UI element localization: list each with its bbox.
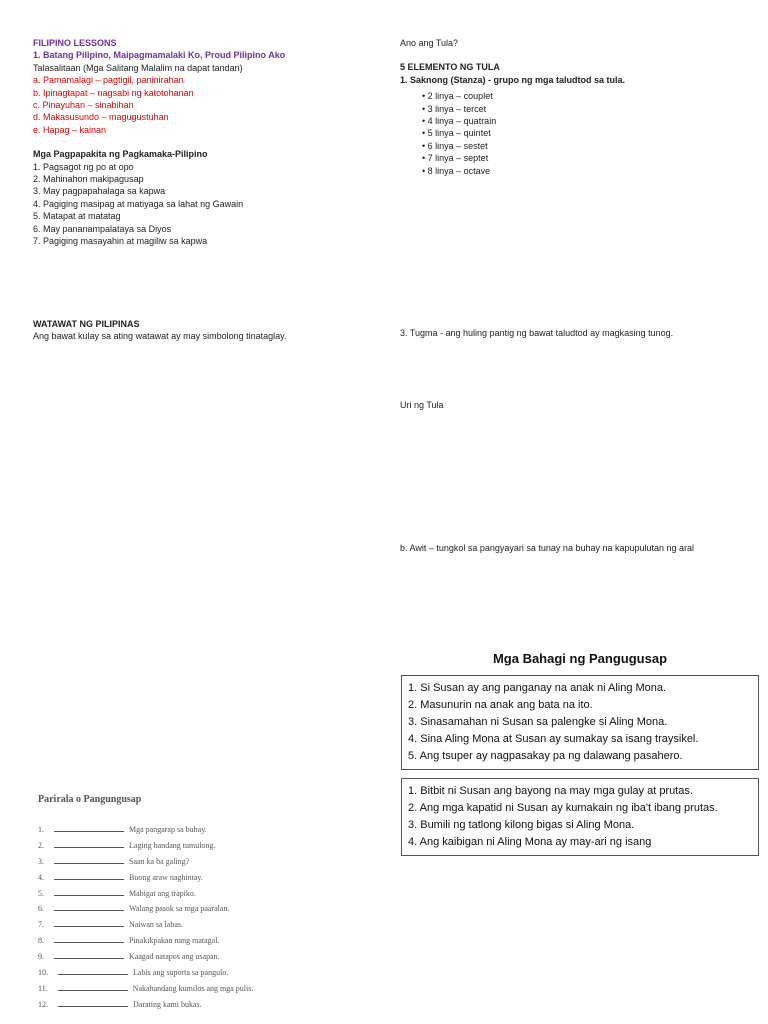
card-item: 4. Ang kaibigan ni Aling Mona ay may-ari ng isang (408, 836, 652, 848)
heading: Mga Pagpapakita ng Pagkamaka-Pilipino (33, 149, 208, 160)
item-number: 6. (38, 904, 44, 914)
card-item: 1. Bitbit ni Susan ang bayong na may mga gulay at prutas. (408, 785, 693, 797)
answer-blank[interactable] (54, 910, 124, 911)
item-text: Labis ang suporta sa pangulo. (133, 968, 229, 978)
line: 2. Mahinahon makipagusap (33, 174, 144, 185)
bullet-item: • 7 linya – septet (422, 153, 489, 164)
item-number: 8. (38, 936, 44, 946)
line: Talasalitaan (Mga Salitang Malalim na dapat tandan) (33, 62, 243, 73)
item-number: 1. (38, 824, 44, 834)
worksheet-row (38, 886, 368, 902)
line: 7. Pagiging masayahin at magiliw sa kapwa (33, 236, 208, 247)
section-b (401, 778, 759, 856)
line: e. Hapag – kainan (33, 124, 107, 135)
lesson-title: 1. Batang Pilipino, Maipagmamalaki Ko, Proud Pilipino Ako (33, 50, 286, 61)
card-item: 3. Bumili ng tatlong kilong bigas si Aling Mona. (408, 819, 635, 831)
worksheet-row (38, 838, 368, 854)
card-item: 5. Ang tsuper ay nagpasakay pa ng dalawang pasahero. (408, 750, 683, 762)
item-text: Walang pasok sa mga paaralan. (129, 904, 230, 914)
card-item: 3. Sinasamahan ni Susan sa palengke si Aling Mona. (408, 716, 668, 728)
item-text: Pinakikpakan nang matagal. (129, 936, 220, 946)
worksheet-row (38, 997, 368, 1013)
line: 3. Tugma - ang huling pantig ng bawat taludtod ay magkasing tunog. (400, 328, 674, 339)
bullet-item: • 2 linya – couplet (422, 91, 493, 102)
heading: 5 ELEMENTO NG TULA (400, 62, 500, 73)
answer-blank[interactable] (54, 958, 124, 959)
bullet-item: • 3 linya – tercet (422, 103, 487, 114)
item-text: Mga pangarap sa buhay. (129, 824, 207, 834)
bullet-list (400, 90, 740, 177)
answer-blank[interactable] (58, 974, 128, 975)
bullet-item: • 5 linya – quintet (422, 128, 491, 139)
line: d. Makasusundo – magugustuhan (33, 112, 169, 123)
bullet-item: • 8 linya – octave (422, 165, 491, 176)
line: c. Pinayuhan – sinabihan (33, 100, 134, 111)
worksheet-row (38, 870, 368, 886)
item-text: Kaagad natapos ang usapan. (129, 952, 220, 962)
worksheet-card (401, 650, 759, 864)
card-item: 1. Si Susan ay ang panganay na anak ni Aling Mona. (408, 682, 667, 694)
answer-blank[interactable] (54, 942, 124, 943)
worksheet-row (38, 822, 368, 838)
line: a. Pamamalagi – pagtigil, paninirahan (33, 75, 184, 86)
item-number: 2. (38, 840, 44, 850)
worksheet-row (38, 901, 368, 917)
line: b. Ipinagtapat – nagsabi ng katotohanan (33, 87, 194, 98)
section-a (401, 675, 759, 770)
item-number: 3. (38, 856, 44, 866)
item-number: 10. (38, 968, 48, 978)
item-number: 9. (38, 952, 44, 962)
heading: Ano ang Tula? (400, 38, 459, 48)
worksheet-row (38, 981, 368, 997)
answer-blank[interactable] (54, 879, 124, 880)
answer-blank[interactable] (54, 926, 124, 927)
item-text: Nakahandang kumilos ang mga pulis. (132, 983, 254, 993)
line: 3. May pagpapahalaga sa kapwa (33, 186, 166, 197)
card-item: 2. Masunurin na anak ang bata na ito. (408, 699, 593, 711)
item-number: 7. (38, 920, 44, 930)
item-text: Naiwan sa labas. (129, 920, 183, 930)
item-number: 4. (38, 872, 44, 882)
line: Ang bawat kulay sa ating watawat ay may simbolong tinataglay. (33, 330, 287, 341)
left-notes (33, 37, 363, 342)
line: b. Awit – tungkol sa pangyayari sa tunay na buhay na kapupulutan ng aral (400, 542, 695, 553)
line: 1. Saknong (Stanza) - grupo ng mga taludtod sa tula. (400, 74, 626, 85)
answer-blank[interactable] (58, 990, 128, 991)
item-text: Saan ka ba galing? (129, 856, 190, 866)
card-item: 4. Sina Aling Mona at Susan ay sumakay sa isang traysikel. (408, 733, 699, 745)
card-title: Mga Bahagi ng Pangugusap (492, 651, 668, 666)
answer-blank[interactable] (54, 895, 124, 896)
answer-blank[interactable] (58, 1006, 128, 1007)
worksheet-title: Parirala o Pangungusap (38, 794, 142, 805)
right-notes (400, 37, 740, 554)
heading: WATAWAT NG PILIPINAS (33, 318, 140, 329)
answer-blank[interactable] (54, 863, 124, 864)
heading: Uri ng Tula (400, 400, 444, 411)
heading: FILIPINO LESSONS (33, 38, 117, 48)
worksheet-row (38, 917, 368, 933)
worksheet-row (38, 949, 368, 965)
item-text: Buong araw naghintay. (129, 872, 203, 882)
item-text: Laging handang tumulong. (129, 840, 216, 850)
card-item: 2. Ang mga kapatid ni Susan ay kumakain ng iba't ibang prutas. (408, 802, 718, 814)
parirala-worksheet (38, 792, 368, 1013)
bullet-item: • 4 linya – quatrain (422, 116, 497, 127)
item-text: Darating kami bukas. (133, 999, 202, 1009)
answer-blank[interactable] (54, 831, 124, 832)
item-number: 11. (38, 983, 48, 993)
line: 1. Pagsagot ng po at opo (33, 161, 134, 172)
line: 5. Matapat at matatag (33, 211, 121, 222)
line: 4. Pagiging masipag at matiyaga sa lahat ng Gawain (33, 198, 244, 209)
line: 6. May pananampalataya sa Diyos (33, 223, 172, 234)
item-number: 5. (38, 888, 44, 898)
worksheet-row (38, 854, 368, 870)
item-number: 12. (38, 999, 48, 1009)
bullet-item: • 6 linya – sestet (422, 140, 488, 151)
worksheet-row (38, 933, 368, 949)
item-text: Mabigat ang trapiko. (129, 888, 196, 898)
answer-blank[interactable] (54, 847, 124, 848)
worksheet-row (38, 965, 368, 981)
